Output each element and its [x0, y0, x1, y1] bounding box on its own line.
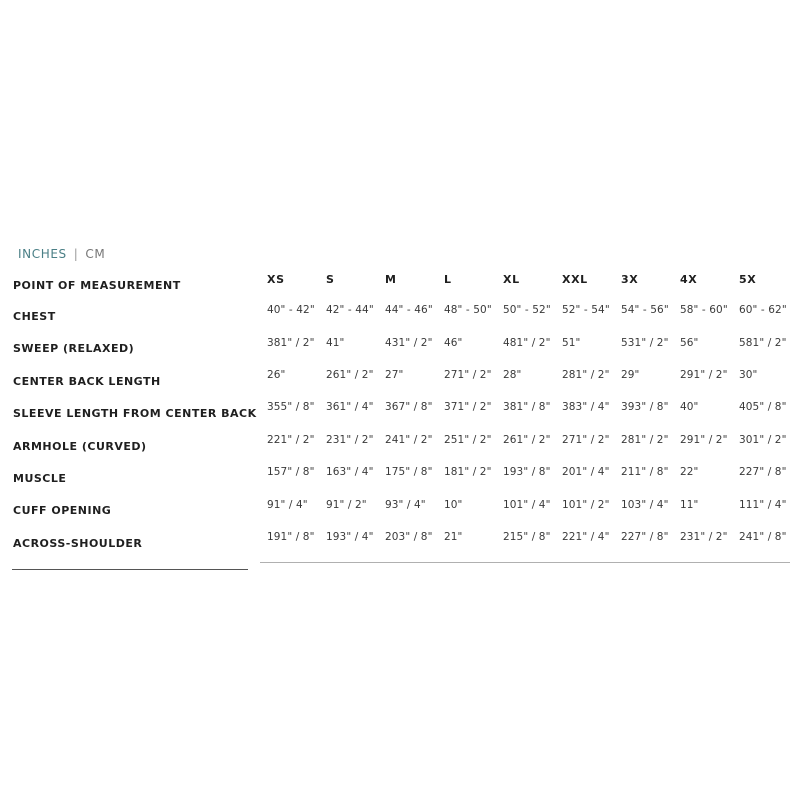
measurement-header: POINT OF MEASUREMENT: [13, 279, 181, 292]
value-cell: 46": [444, 336, 463, 349]
value-cell: 51": [562, 336, 581, 349]
value-cell: 405" / 8": [739, 401, 787, 414]
value-cell: 52" - 54": [562, 304, 610, 317]
value-cell: 93" / 4": [385, 498, 426, 511]
value-cell: 157" / 8": [267, 466, 315, 479]
size-header-xxl: XXL: [562, 272, 588, 286]
value-cell: 271" / 2": [444, 368, 492, 381]
value-cell: 48" - 50": [444, 304, 492, 317]
value-cell: 181" / 2": [444, 466, 492, 479]
unit-option-cm[interactable]: CM: [85, 247, 106, 261]
value-cell: 193" / 8": [503, 466, 551, 479]
value-cell: 281" / 2": [562, 368, 610, 381]
value-cell: 251" / 2": [444, 433, 492, 446]
value-cell: 103" / 4": [621, 498, 669, 511]
value-cell: 281" / 2": [621, 433, 669, 446]
value-cell: 201" / 4": [562, 466, 610, 479]
value-cell: 381" / 2": [267, 336, 315, 349]
value-cell: 42" - 44": [326, 304, 374, 317]
table-row: [260, 488, 790, 520]
value-cell: 221" / 2": [267, 433, 315, 446]
value-cell: 193" / 4": [326, 530, 374, 543]
unit-option-inches[interactable]: INCHES: [18, 247, 67, 261]
value-cell: 163" / 4": [326, 466, 374, 479]
size-header-row: [260, 264, 790, 294]
value-cell: 531" / 2": [621, 336, 669, 349]
value-cell: 381" / 8": [503, 401, 551, 414]
value-cell: 393" / 8": [621, 401, 669, 414]
value-cell: 261" / 2": [326, 368, 374, 381]
value-cell: 301" / 2": [739, 433, 787, 446]
value-cell: 241" / 2": [385, 433, 433, 446]
measurement-label-column: [12, 271, 257, 570]
table-row: [260, 294, 790, 326]
value-cell: 211" / 8": [621, 466, 669, 479]
row-label-cuff-opening: CUFF OPENING: [13, 504, 112, 518]
value-cell: 231" / 2": [680, 530, 728, 543]
table-row: [260, 521, 790, 553]
value-cell: 41": [326, 336, 345, 349]
value-cell: 111" / 4": [739, 498, 787, 511]
value-cell: 40": [680, 401, 699, 414]
value-cell: 56": [680, 336, 699, 349]
value-cell: 191" / 8": [267, 530, 315, 543]
size-header-4x: 4X: [680, 272, 698, 286]
value-cell: 371" / 2": [444, 401, 492, 414]
value-cell: 227" / 8": [621, 530, 669, 543]
value-cell: 21": [444, 530, 463, 543]
value-cell: 40" - 42": [267, 304, 315, 317]
value-cell: 383" / 4": [562, 401, 610, 414]
row-label-center-back-length: CENTER BACK LENGTH: [13, 374, 161, 388]
size-header-m: M: [385, 272, 397, 286]
size-header-3x: 3X: [621, 272, 639, 286]
value-cell: 22": [680, 466, 699, 479]
value-cell: 261" / 2": [503, 433, 551, 446]
value-cell: 11": [680, 498, 699, 511]
value-cell: 44" - 46": [385, 304, 433, 317]
value-cell: 227" / 8": [739, 466, 787, 479]
value-cell: 28": [503, 368, 522, 381]
value-cell: 431" / 2": [385, 336, 433, 349]
table-row: [260, 391, 790, 423]
table-row: [260, 424, 790, 456]
value-cell: 481" / 2": [503, 336, 551, 349]
size-header-xs: XS: [267, 272, 285, 286]
row-label-chest: CHEST: [13, 310, 56, 323]
value-cell: 355" / 8": [267, 401, 315, 414]
value-cell: 101" / 4": [503, 498, 551, 511]
table-row: [260, 326, 790, 358]
row-label-muscle: MUSCLE: [13, 471, 67, 485]
size-header-l: L: [444, 272, 452, 286]
size-chart-table: [260, 264, 790, 563]
size-header-s: S: [326, 272, 335, 286]
value-cell: 367" / 8": [385, 401, 433, 414]
value-cell: 241" / 8": [739, 530, 787, 543]
size-header-xl: XL: [503, 272, 520, 286]
row-label-across-shoulder: ACROSS-SHOULDER: [13, 536, 143, 550]
row-label-sweep-relaxed: SWEEP (RELAXED): [13, 342, 135, 356]
value-cell: 581" / 2": [739, 336, 787, 349]
table-row: [260, 359, 790, 391]
unit-separator: |: [73, 247, 79, 261]
value-cell: 291" / 2": [680, 433, 728, 446]
value-cell: 58" - 60": [680, 304, 728, 317]
value-cell: 271" / 2": [562, 433, 610, 446]
value-cell: 361" / 4": [326, 401, 374, 414]
value-cell: 215" / 8": [503, 530, 551, 543]
value-cell: 50" - 52": [503, 304, 551, 317]
value-cell: 91" / 2": [326, 498, 367, 511]
value-cell: 54" - 56": [621, 304, 669, 317]
value-cell: 26": [267, 368, 286, 381]
row-label-sleeve-length-from-center-back: SLEEVE LENGTH FROM CENTER BACK: [13, 407, 257, 421]
value-cell: 30": [739, 368, 758, 381]
value-cell: 27": [385, 368, 404, 381]
table-row: [260, 456, 790, 488]
value-cell: 10": [444, 498, 463, 511]
row-label-armhole-curved: ARMHOLE (CURVED): [13, 439, 147, 453]
value-cell: 91" / 4": [267, 498, 308, 511]
value-cell: 101" / 2": [562, 498, 610, 511]
value-cell: 203" / 8": [385, 530, 433, 543]
value-cell: 60" - 62": [739, 304, 787, 317]
value-cell: 291" / 2": [680, 368, 728, 381]
size-header-5x: 5X: [739, 272, 757, 286]
value-cell: 231" / 2": [326, 433, 374, 446]
value-cell: 221" / 4": [562, 530, 610, 543]
unit-toggle: [18, 246, 105, 262]
value-cell: 29": [621, 368, 640, 381]
value-cell: 175" / 8": [385, 466, 433, 479]
